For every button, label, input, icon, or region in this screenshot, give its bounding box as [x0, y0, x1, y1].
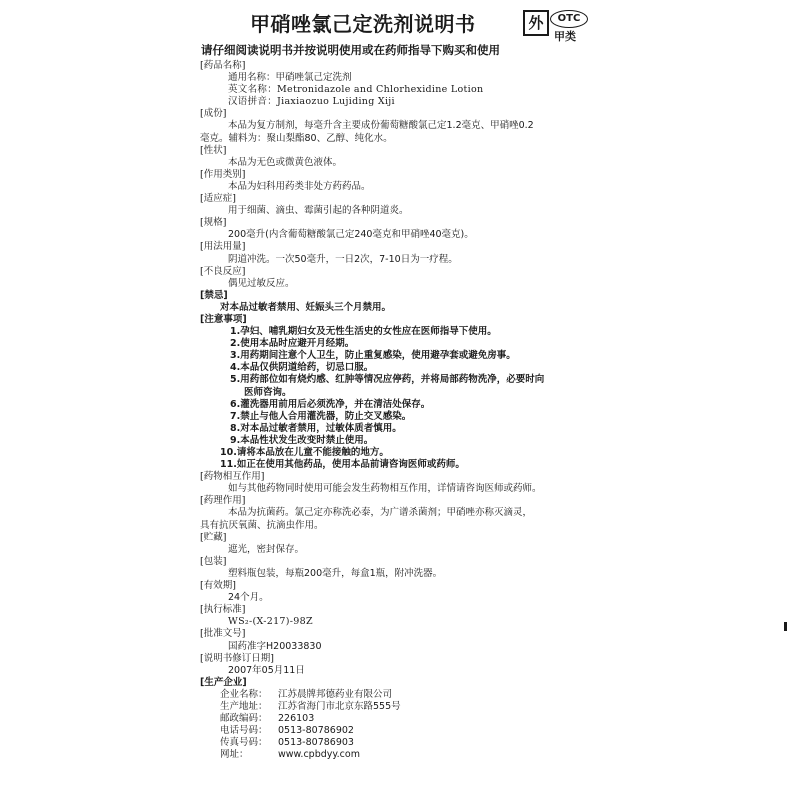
page-title: 甲硝唑氯己定洗剂说明书: [250, 12, 476, 36]
precaution-item: 1.孕妇、哺乳期妇女及无性生活史的女性应在医师指导下使用。: [230, 326, 497, 338]
contraindication-text: 对本品过敏者禁用、妊娠头三个月禁用。: [220, 301, 392, 313]
approval-text: 国药准字H20033830: [228, 640, 322, 652]
edge-mark: [784, 622, 787, 631]
otc-logo: OTC: [550, 10, 588, 28]
manufacturer-value: 226103: [278, 713, 315, 725]
section-heading-storage: [贮藏]: [200, 531, 227, 543]
indication-text: 用于细菌、滴虫、霉菌引起的各种阴道炎。: [228, 205, 409, 217]
pharmacology-line-1: 本品为抗菌药。氯己定亦称洗必泰，为广谱杀菌剂；甲硝唑亦称灭滴灵，: [228, 507, 533, 519]
precaution-item: 11.如正在使用其他药品，使用本品前请咨询医师或药师。: [220, 459, 465, 471]
section-heading-indication: [适应症]: [200, 193, 236, 205]
section-heading-usage: [用法用量]: [200, 241, 246, 253]
section-heading-name: [药品名称]: [200, 60, 246, 71]
category-text: 本品为妇科用药类非处方药药品。: [228, 180, 371, 192]
manufacturer-row: [200, 737, 670, 749]
section-heading-pharmacology: [药理作用]: [200, 495, 246, 507]
storage-text: 遮光，密封保存。: [228, 543, 305, 555]
interaction-text: 如与其他药物同时使用可能会发生药物相互作用，详情请咨询医师或药师。: [228, 483, 542, 495]
manufacturer-value: 0513-80786903: [278, 737, 354, 749]
composition-line-1: 本品为复方制剂，每毫升含主要成份葡萄糖酸氯己定1.2毫克、甲硝唑0.2: [228, 120, 534, 132]
manufacturer-value: 江苏晨牌邦德药业有限公司: [278, 688, 393, 700]
section-heading-composition: [成份]: [200, 108, 227, 120]
section-heading-approval: [批准文号]: [200, 628, 246, 640]
manufacturer-value: www.cpbdyy.com: [278, 749, 360, 761]
common-name: 通用名称：甲硝唑氯己定洗剂: [228, 72, 352, 84]
external-use-badge: 外: [523, 10, 549, 36]
manufacturer-label: 传真号码：: [220, 737, 268, 749]
usage-text: 阴道冲洗。一次50毫升，一日2次，7-10日为一疗程。: [228, 253, 458, 265]
section-heading-adverse: [不良反应]: [200, 265, 246, 277]
page-subtitle: 请仔细阅读说明书并按说明使用或在药师指导下购买和使用: [201, 43, 500, 57]
manufacturer-value: 江苏省海门市北京东路555号: [278, 700, 401, 712]
manufacturer-label: 邮政编码：: [220, 713, 268, 725]
package-text: 塑料瓶包装，每瓶200毫升，每盒1瓶，附冲洗器。: [228, 567, 443, 579]
leaflet-body: [200, 60, 670, 761]
section-heading-contraindication: [禁忌]: [200, 289, 228, 301]
precaution-item: 10.请将本品放在儿童不能接触的地方。: [220, 447, 389, 458]
precaution-item: 5.用药部位如有烧灼感、红肿等情况应停药，并将局部药物洗净，必要时向: [230, 374, 545, 386]
validity-text: 24个月。: [228, 592, 269, 604]
precaution-item: 2.使用本品时应避开月经期。: [230, 338, 355, 350]
section-heading-manufacturer: [生产企业]: [200, 676, 247, 688]
precaution-item: 9.本品性状发生改变时禁止使用。: [230, 434, 374, 446]
standard-text: WS₂-(X-217)-98Z: [228, 616, 313, 628]
precaution-item: 3.用药期间注意个人卫生，防止重复感染，使用避孕套或避免房事。: [230, 350, 516, 362]
manufacturer-row: [200, 725, 670, 737]
manufacturer-row: [200, 749, 670, 761]
manufacturer-row: [200, 701, 670, 713]
section-heading-specification: [规格]: [200, 217, 227, 229]
leaflet-header: [0, 6, 790, 43]
manufacturer-label: 网址：: [220, 749, 249, 761]
precaution-item: 6.灌洗器用前用后必须洗净，并在清洁处保存。: [230, 398, 431, 410]
section-heading-precautions: [注意事项]: [200, 313, 247, 325]
specification-text: 200毫升(内含葡萄糖酸氯己定240毫克和甲硝唑40毫克)。: [228, 229, 474, 241]
manufacturer-label: 电话号码：: [220, 725, 268, 737]
precaution-item-continuation: 医师咨询。: [244, 386, 292, 398]
english-name: 英文名称：Metronidazole and Chlorhexidine Lotion: [228, 84, 484, 96]
section-heading-package: [包装]: [200, 555, 227, 567]
manufacturer-label: 生产地址：: [220, 700, 268, 712]
section-heading-interaction: [药物相互作用]: [200, 471, 265, 483]
pharmacology-line-2: 具有抗厌氧菌、抗滴虫作用。: [200, 519, 324, 531]
section-heading-standard: [执行标准]: [200, 604, 246, 616]
manufacturer-row: [200, 689, 670, 701]
manufacturer-label: 企业名称：: [220, 688, 268, 700]
revision-text: 2007年05月11日: [228, 664, 305, 676]
section-heading-character: [性状]: [200, 144, 227, 156]
section-heading-validity: [有效期]: [200, 580, 236, 592]
precaution-item: 4.本品仅供阴道给药，切忌口服。: [230, 362, 374, 374]
otc-class-label: 甲类: [554, 30, 576, 43]
composition-line-2: 毫克。辅料为：聚山梨酯80、乙醇、纯化水。: [200, 132, 393, 144]
manufacturer-row: [200, 713, 670, 725]
adverse-text: 偶见过敏反应。: [228, 277, 295, 289]
precaution-item: 8.对本品过敏者禁用，过敏体质者慎用。: [230, 422, 402, 434]
character-text: 本品为无色或微黄色液体。: [228, 156, 343, 168]
precaution-item: 7.禁止与他人合用灌洗器，防止交叉感染。: [230, 410, 412, 422]
section-heading-revision: [说明书修订日期]: [200, 652, 274, 664]
section-heading-category: [作用类别]: [200, 168, 246, 180]
manufacturer-value: 0513-80786902: [278, 725, 354, 737]
pinyin-name: 汉语拼音：Jiaxiaozuo Lujiding Xiji: [228, 96, 395, 108]
